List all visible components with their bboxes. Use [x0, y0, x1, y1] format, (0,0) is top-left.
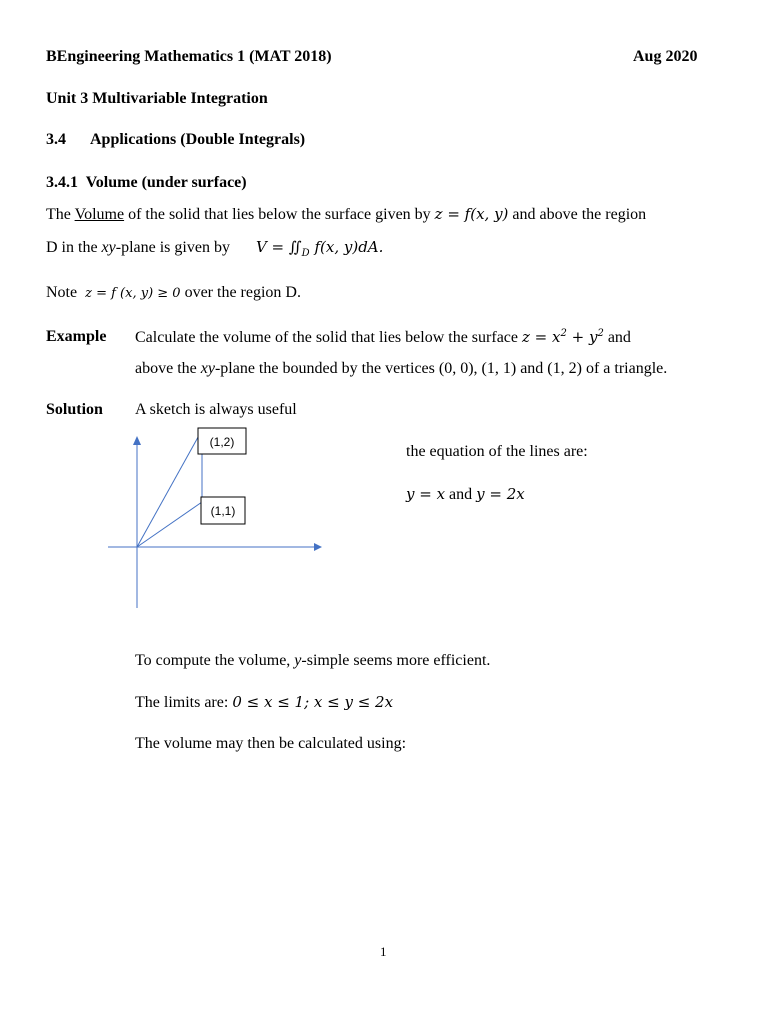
line-y-equals-x	[137, 502, 202, 547]
course-title: BEngineering Mathematics 1 (MAT 2018)	[46, 48, 332, 65]
unit-title: Unit 3 Multivariable Integration	[46, 90, 268, 107]
solution-label: Solution	[46, 401, 103, 418]
volume-definition-line1	[46, 205, 646, 224]
vertex-label-1-1: (1,1)	[210, 504, 236, 518]
compute-a: To compute the volume,	[135, 652, 291, 669]
triangle-sketch	[100, 425, 340, 615]
page-number: 1	[380, 944, 387, 959]
example-line1b: and	[607, 329, 631, 346]
xy-italic: xy	[101, 239, 116, 256]
volume-formula-left: V = ∬	[255, 238, 302, 256]
limits-label: The limits are:	[135, 694, 229, 711]
vertex-label-1-2: (1,2)	[209, 435, 235, 449]
volume-formula-right: f(x, y)dA.	[314, 238, 384, 256]
example-line2	[135, 360, 667, 378]
example-surface	[522, 328, 604, 346]
volume-word: Volume	[74, 206, 125, 223]
subsection-number: 3.4.1	[46, 174, 78, 191]
compute-line	[135, 652, 490, 670]
example-line1	[135, 328, 631, 347]
volume-formula-sub: D	[301, 248, 310, 259]
line-y-equals-2x	[137, 430, 202, 547]
example-line2a: above the	[135, 360, 197, 377]
para1-line2a: D in the	[46, 239, 98, 256]
example-label: Example	[46, 328, 107, 345]
line-equations	[406, 485, 525, 504]
para1-the: The	[46, 206, 71, 223]
subsection-heading	[46, 174, 247, 192]
compute-b: -simple seems more efficient.	[301, 652, 491, 669]
eq-y-equals-2x: y = 2x	[476, 485, 525, 503]
calc-line: The volume may then be calculated using:	[135, 735, 407, 752]
surface-equation: z = f(x, y)	[434, 205, 509, 223]
para1-text1: of the solid that lies below the surface given by	[128, 206, 431, 223]
volume-formula	[255, 238, 384, 259]
header-date: Aug 2020	[633, 48, 698, 65]
note-label: Note	[46, 284, 78, 301]
para1-line2b: -plane is given by	[115, 239, 230, 256]
section-title: Applications (Double Integrals)	[90, 131, 306, 148]
eq-and: and	[449, 486, 473, 503]
subsection-title: Volume (under surface)	[85, 174, 247, 191]
solution-intro: A sketch is always useful	[135, 401, 297, 418]
limits-equation: 0 ≤ x ≤ 1; x ≤ y ≤ 2x	[232, 693, 394, 711]
square-1: 2	[560, 328, 567, 339]
compute-y: y	[294, 652, 302, 669]
volume-definition-line2	[46, 238, 383, 259]
example-line2b: -plane the bounded by the vertices (0, 0), (1, 1) and (1, 2) of a triangle.	[214, 360, 668, 377]
surface-lhs: z = x	[522, 328, 561, 346]
x-axis-arrowhead	[314, 543, 322, 551]
y-axis-arrowhead	[133, 436, 141, 445]
section-number: 3.4	[46, 131, 66, 148]
note-line	[46, 284, 301, 302]
eq-y-equals-x: y = x	[406, 485, 446, 503]
note-condition: z = f (x, y) ≥ 0	[85, 286, 181, 301]
square-2: 2	[597, 328, 604, 339]
para1-text2: and above the region	[512, 206, 647, 223]
example-line1a: Calculate the volume of the solid that lies below the surface	[135, 329, 518, 346]
example-xy: xy	[200, 360, 215, 377]
surface-plus: + y	[566, 328, 598, 346]
lines-intro: the equation of the lines are:	[406, 443, 588, 460]
limits-line	[135, 693, 393, 712]
note-text: over the region D.	[184, 284, 301, 301]
